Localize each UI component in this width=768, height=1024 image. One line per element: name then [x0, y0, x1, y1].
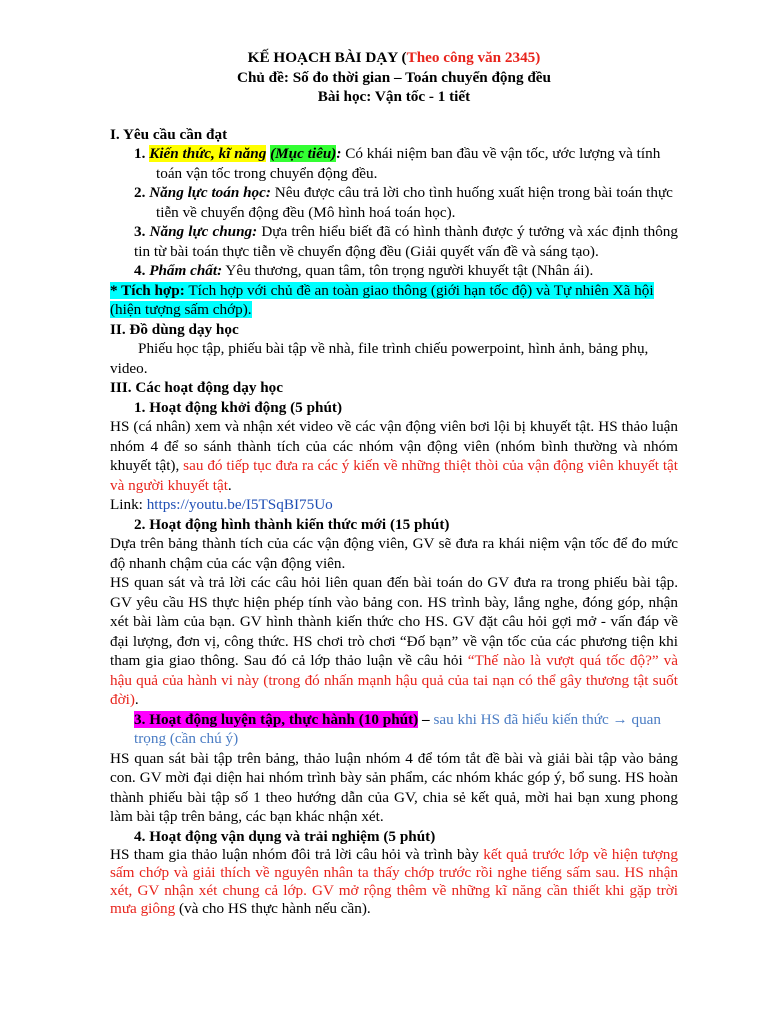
doc-lesson: Bài học: Vận tốc - 1 tiết — [317, 88, 471, 105]
objective-math-competence: 2. Năng lực toán học: Nêu được câu trả lời cho tình huống xuất hiện trong bài toán thực tiễn về chuyển động đều (Mô hình hoá toán học). — [134, 184, 673, 221]
activity1-title: 1. Hoạt động khởi động (5 phút) — [134, 398, 343, 416]
label-knowledge: Kiến thức, kĩ năng — [149, 145, 267, 162]
activity3-note: sau khi HS đã hiểu kiến thức → quan trọng (cần chú ý) — [134, 710, 662, 747]
activity1-text: HS (cá nhân) xem và nhận xét video về các vận động viên bơi lội bị khuyết tật. HS thảo luận nhóm 4 để so sánh thành tích của các nhóm vận động viên (nhóm bình thường và nhóm khuyết tật), sau đó tiếp tục đưa ra các ý kiến về những thiệt thòi của vận động viên khuyết tật và người khuyết tật. — [110, 418, 678, 494]
title-main: KẾ HOẠCH BÀI DẠY ( — [247, 49, 407, 66]
document-page — [110, 48, 678, 918]
video-link[interactable]: https://youtu.be/I5TSqBI75Uo — [146, 496, 333, 513]
section2-title: II. Đồ dùng dạy học — [110, 320, 239, 338]
activity4-text: HS tham gia thảo luận nhóm đôi trả lời câu hỏi và trình bày kết quả trước lớp về hiện tượng sấm chớp và giải thích về nguyên nhân ta thấy chớp trước rồi nghe tiếng sấm sau. HS nhận xét, GV nhận xét chung cả lớp. GV mở rộng thêm về những kĩ năng cần thiết khi gặp trời mưa giông (và cho HS thực hành nếu cần). — [110, 846, 678, 917]
title-reference: Theo công văn 2345) — [406, 49, 541, 66]
section1-title: I. Yêu cầu cần đạt — [110, 125, 228, 143]
activity1-link-line: Link: https://youtu.be/I5TSqBI75Uo — [110, 496, 333, 513]
activity3-text: HS quan sát bài tập trên bảng, thảo luận nhóm 4 để tóm tắt đề bài và giải bài tập vào bảng con. GV mời đại diện hai nhóm trình bày sản phẩm, các nhóm khác góp ý, bổ sung. HS hoàn thành phiếu bài tập số 1 theo hướng dẫn của GV, chia sẻ kết quả, mời hai bạn xung phong làm bài tập trên bảng, các bạn khác nhận xét. — [110, 749, 678, 825]
label-objective: (Mục tiêu) — [270, 145, 337, 162]
objective-quality: 4. Phẩm chất: Yêu thương, quan tâm, tôn trọng người khuyết tật (Nhân ái). — [134, 262, 594, 279]
activity4-title: 4. Hoạt động vận dụng và trải nghiệm (5 phút) — [134, 827, 436, 845]
objective-knowledge: 1. Kiến thức, kĩ năng (Mục tiêu): Có khái niệm ban đầu về vận tốc, ước lượng và tính toán vận tốc trong chuyển động đều. — [134, 145, 661, 182]
activity3-title: 3. Hoạt động luyện tập, thực hành (10 phút) — [134, 710, 419, 728]
doc-topic: Chủ đề: Số đo thời gian – Toán chuyển động đều — [237, 68, 551, 86]
section2-text: Phiếu học tập, phiếu bài tập về nhà, file trình chiếu powerpoint, hình ảnh, bảng phụ, video. — [110, 340, 649, 377]
activity3-title-line: 3. Hoạt động luyện tập, thực hành (10 phút) – sau khi HS đã hiểu kiến thức → quan trọng (cần chú ý) — [134, 710, 662, 747]
doc-title — [110, 48, 678, 68]
objective-general-competence: 3. Năng lực chung: Dựa trên hiểu biết đã có hình thành được ý tưởng và xác định thông tin từ bài toán thực tiễn về chuyển động đều (Giải quyết vấn đề và sáng tạo). — [134, 223, 678, 260]
activity2-text1: Dựa trên bảng thành tích của các vận động viên, GV sẽ đưa ra khái niệm vận tốc để đo mức độ nhanh chậm của các vận động viên. — [110, 535, 678, 572]
section3-title: III. Các hoạt động dạy học — [110, 379, 284, 396]
activity2-title: 2. Hoạt động hình thành kiến thức mới (15 phút) — [134, 515, 450, 533]
integration-note: * Tích hợp: Tích hợp với chủ đề an toàn giao thông (giới hạn tốc độ) và Tự nhiên Xã hội (hiện tượng sấm chớp). — [110, 281, 654, 318]
activity2-text2: HS quan sát và trả lời các câu hỏi liên quan đến bài toán do GV đưa ra trong phiếu bài tập. GV yêu cầu HS thực hiện phép tính vào bảng con. HS trình bày, lắng nghe, đóng góp, nhận xét bài làm của bạn. GV hình thành kiến thức cho HS. GV đặt câu hỏi gợi mở - vấn đáp về đại lượng, đơn vị, công thức. HS chơi trò chơi “Đố bạn” về vận tốc của các phương tiện khi tham gia giao thông. Sau đó cả lớp thảo luận về câu hỏi “Thế nào là vượt quá tốc độ?” và hậu quả của hành vi này (trong đó nhấn mạnh hậu quả của tai nạn có thể gây thương tật suốt đời). — [110, 574, 678, 708]
